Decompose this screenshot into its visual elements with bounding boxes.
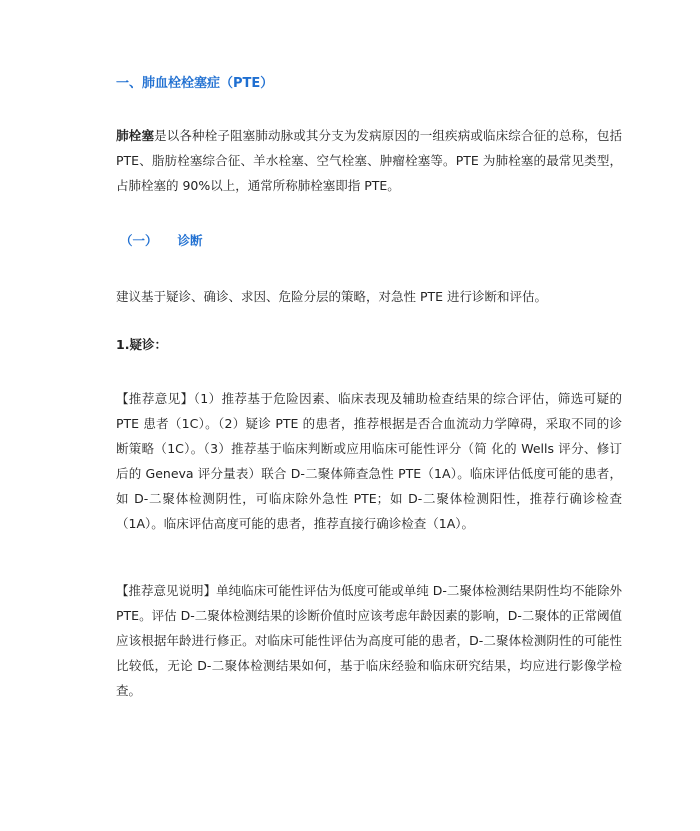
intro-text: 是以各种栓子阻塞肺动脉或其分支为发病原因的一组疾病或临床综合征的总称，包括 PTE、脂肪栓塞综合征、羊水栓塞、空气栓塞、肿瘤栓塞等。PTE 为肺栓塞的最常见类型，占肺栓塞的 90%以上，通常所称肺栓塞即指 PTE。	[116, 128, 622, 193]
item-heading: 1.疑诊：	[116, 337, 167, 352]
subsection-title: 诊断	[177, 233, 203, 248]
explanation-paragraph: 【推荐意见说明】单纯临床可能性评估为低度可能或单纯 D-二聚体检测结果阴性均不能除外 PTE。评估 D-二聚体检测结果的诊断价值时应该考虑年龄因素的影响，D-二聚体的正常阈值应该根据年龄进行修正。对临床可能性评估为高度可能的患者，D-二聚体检测阴性的可能性比较低，无论 D-二聚体检测结果如何，基于临床经验和临床研究结果，均应进行影像学检查。	[116, 583, 622, 698]
subsection-heading	[120, 231, 203, 251]
subsection-number: （一）	[120, 233, 158, 248]
recommendation-paragraph: 【推荐意见】（1）推荐基于危险因素、临床表现及辅助检查结果的综合评估，筛选可疑的 PTE 患者（1C）。（2）疑诊 PTE 的患者，推荐根据是否合血流动力学障碍，采取不同的诊断策略（1C）。（3）推荐基于临床判断或应用临床可能性评分（简 化的 Wells 评分、修订后的 Geneva 评分量表）联合 D-二聚体筛查急性 PTE（1A）。临床评估低度可能的患者，如 D-二聚体检测阴性，可临床除外急性 PTE；如 D-二聚体检测阳性，推荐行确诊检查（1A）。临床评估高度可能的患者，推荐直接行确诊检查（1A）。	[116, 391, 622, 531]
intro-paragraph	[116, 123, 622, 198]
section-heading: 一、肺血栓栓塞症（PTE）	[116, 76, 274, 91]
subsection-intro-paragraph: 建议基于疑诊、确诊、求因、危险分层的策略，对急性 PTE 进行诊断和评估。	[116, 289, 548, 304]
intro-term: 肺栓塞	[116, 128, 155, 143]
